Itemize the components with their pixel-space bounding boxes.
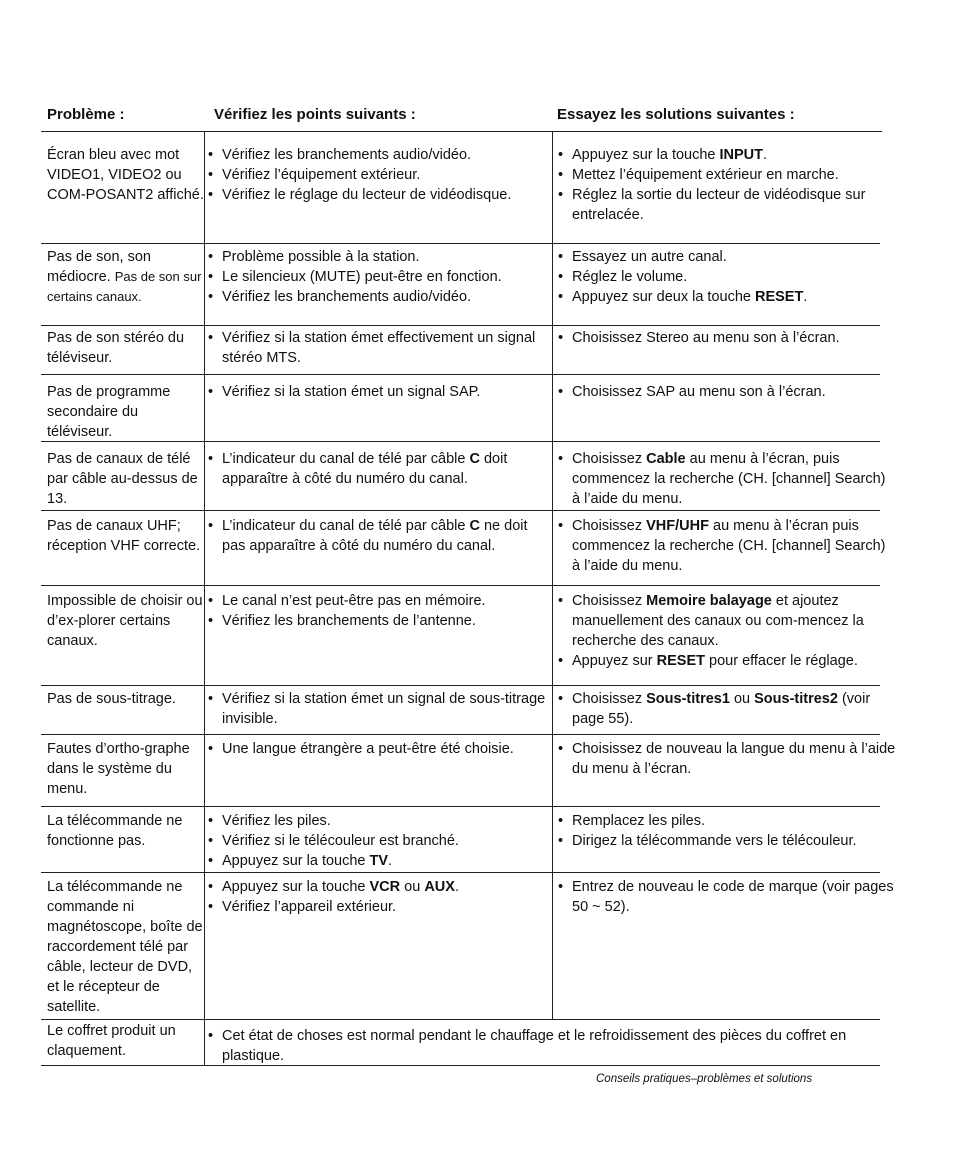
list-item: • Le silencieux (MUTE) peut-être en fonction. [206, 267, 552, 287]
check-cell [206, 247, 552, 307]
check-cell [206, 1026, 886, 1066]
list-item: • L’indicateur du canal de télé par câble C doit apparaître à côté du numéro du canal. [206, 449, 552, 489]
check-list [206, 739, 552, 759]
list-item: • L’indicateur du canal de télé par câble C ne doit pas apparaître à côté du numéro du canal. [206, 516, 552, 556]
problem-cell: Écran bleu avec mot VIDEO1, VIDEO2 ou COM-POSANT2 affiché. [47, 147, 204, 203]
list-item: • Vérifiez les branchements audio/vidéo. [206, 287, 552, 307]
problem-cell: Pas de canaux UHF; réception VHF correcte. [47, 518, 201, 554]
check-list [206, 145, 552, 205]
solutions-list [556, 516, 896, 576]
solutions-list [556, 591, 896, 671]
list-item: • Vérifiez les piles. [206, 811, 552, 831]
column-rule-2 [552, 131, 553, 1019]
problem-cell: Pas de canaux de télé par câble au-dessus de 13. [47, 451, 198, 507]
row-rule [41, 1019, 880, 1020]
list-item: • Vérifiez les branchements audio/vidéo. [206, 145, 552, 165]
row-rule [41, 325, 880, 326]
list-item: • Cet état de choses est normal pendant le chauffage et le refroidissement des pièces du coffret en plastique. [206, 1026, 886, 1066]
list-item: • Appuyez sur la touche VCR ou AUX. [206, 877, 552, 897]
solutions-list [556, 145, 896, 225]
row-rule [41, 872, 880, 873]
row-rule [41, 374, 880, 375]
column-rule-1 [204, 131, 205, 1065]
solutions-cell [556, 516, 896, 576]
row-rule [41, 734, 880, 735]
solutions-cell [556, 247, 896, 307]
check-cell [206, 145, 552, 205]
check-cell [206, 382, 552, 402]
header-solutions: Essayez les solutions suivantes : [557, 106, 795, 123]
check-list [206, 689, 552, 729]
page-footer: Conseils pratiques–problèmes et solutions [596, 1073, 813, 1085]
list-item: • Choisissez SAP au menu son à l’écran. [556, 382, 896, 402]
list-item: • Essayez un autre canal. [556, 247, 896, 267]
solutions-cell [556, 739, 896, 779]
row-rule [41, 1065, 880, 1066]
solutions-cell [556, 689, 896, 729]
list-item: • Appuyez sur la touche TV. [206, 851, 552, 871]
check-cell [206, 591, 552, 631]
list-item: • Vérifiez si la station émet effectivement un signal stéréo MTS. [206, 328, 552, 368]
list-item: • Vérifiez si la station émet un signal SAP. [206, 382, 552, 402]
check-cell [206, 328, 552, 368]
solutions-list [556, 328, 896, 348]
row-rule [41, 441, 880, 442]
header-rule [41, 131, 882, 132]
list-item: • Appuyez sur RESET pour effacer le réglage. [556, 651, 896, 671]
problem-cell: La télécommande ne fonctionne pas. [47, 813, 183, 849]
check-list [206, 247, 552, 307]
solutions-list [556, 811, 896, 851]
list-item: • Vérifiez l’appareil extérieur. [206, 897, 552, 917]
list-item: • Choisissez Stereo au menu son à l’écran. [556, 328, 896, 348]
check-cell [206, 877, 552, 917]
check-list [206, 877, 552, 917]
list-item: • Vérifiez si la station émet un signal de sous-titrage invisible. [206, 689, 552, 729]
solutions-cell [556, 591, 896, 671]
check-list [206, 591, 552, 631]
solutions-list [556, 382, 896, 402]
row-rule [41, 585, 880, 586]
solutions-cell [556, 328, 896, 348]
list-item: • Mettez l’équipement extérieur en marche. [556, 165, 896, 185]
list-item: • Vérifiez l’équipement extérieur. [206, 165, 552, 185]
list-item: • Dirigez la télécommande vers le télécouleur. [556, 831, 896, 851]
problem-cell: Pas de programme secondaire du téléviseur. [47, 384, 171, 440]
list-item: • Entrez de nouveau le code de marque (voir pages 50 ~ 52). [556, 877, 896, 917]
list-item: • Réglez le volume. [556, 267, 896, 287]
solutions-cell [556, 382, 896, 402]
check-list [206, 382, 552, 402]
solutions-list [556, 247, 896, 307]
check-list [206, 449, 552, 489]
row-rule [41, 685, 880, 686]
solutions-list [556, 877, 896, 917]
list-item: • Choisissez de nouveau la langue du menu à l’aide du menu à l’écran. [556, 739, 896, 779]
solutions-list [556, 449, 896, 509]
list-item: • Le canal n’est peut-être pas en mémoire. [206, 591, 552, 611]
row-rule [41, 510, 880, 511]
problem-cell: Le coffret produit un claquement. [47, 1023, 176, 1059]
list-item: • Vérifiez les branchements de l’antenne. [206, 611, 552, 631]
problem-cell: Pas de sous-titrage. [47, 691, 176, 707]
solutions-cell [556, 877, 896, 917]
header-problem: Problème : [47, 106, 125, 123]
check-cell [206, 739, 552, 759]
list-item: • Vérifiez le réglage du lecteur de vidéodisque. [206, 185, 552, 205]
check-cell [206, 516, 552, 556]
problem-cell: Impossible de choisir ou d’ex-plorer certains canaux. [47, 593, 203, 649]
list-item: • Appuyez sur la touche INPUT. [556, 145, 896, 165]
check-cell [206, 811, 552, 871]
solutions-cell [556, 145, 896, 225]
check-cell [206, 689, 552, 729]
solutions-cell [556, 449, 896, 509]
solutions-list [556, 739, 896, 779]
list-item: • Appuyez sur deux la touche RESET. [556, 287, 896, 307]
problem-cell: Fautes d’ortho-graphe dans le système du menu. [47, 741, 190, 797]
solutions-list [556, 689, 896, 729]
check-list [206, 1026, 886, 1066]
list-item: • Remplacez les piles. [556, 811, 896, 831]
check-cell [206, 449, 552, 489]
list-item: • Choisissez Cable au menu à l’écran, puis commencez la recherche (CH. [channel] Search) à l’aide du menu. [556, 449, 896, 509]
solutions-cell [556, 811, 896, 851]
list-item: • Vérifiez si le télécouleur est branché. [206, 831, 552, 851]
list-item: • Choisissez VHF/UHF au menu à l’écran puis commencez la recherche (CH. [channel] Search) à l’aide du menu. [556, 516, 896, 576]
problem-cell: Pas de son, son médiocre. Pas de son sur certains canaux. [47, 249, 202, 304]
header-check: Vérifiez les points suivants : [214, 106, 416, 123]
list-item: • Problème possible à la station. [206, 247, 552, 267]
check-list [206, 328, 552, 368]
problem-cell: La télécommande ne commande ni magnétoscope, boîte de raccordement télé par câble, lecteur de DVD, et le récepteur de satellite. [47, 879, 203, 1015]
list-item: • Réglez la sortie du lecteur de vidéodisque sur entrelacée. [556, 185, 896, 225]
check-list [206, 516, 552, 556]
problem-cell: Pas de son stéréo du téléviseur. [47, 330, 185, 366]
list-item: • Choisissez Sous-titres1 ou Sous-titres2 (voir page 55). [556, 689, 896, 729]
list-item: • Choisissez Memoire balayage et ajoutez manuellement des canaux ou com-mencez la recherche des canaux. [556, 591, 896, 651]
row-rule [41, 806, 880, 807]
check-list [206, 811, 552, 871]
row-rule [41, 243, 880, 244]
list-item: • Une langue étrangère a peut-être été choisie. [206, 739, 552, 759]
